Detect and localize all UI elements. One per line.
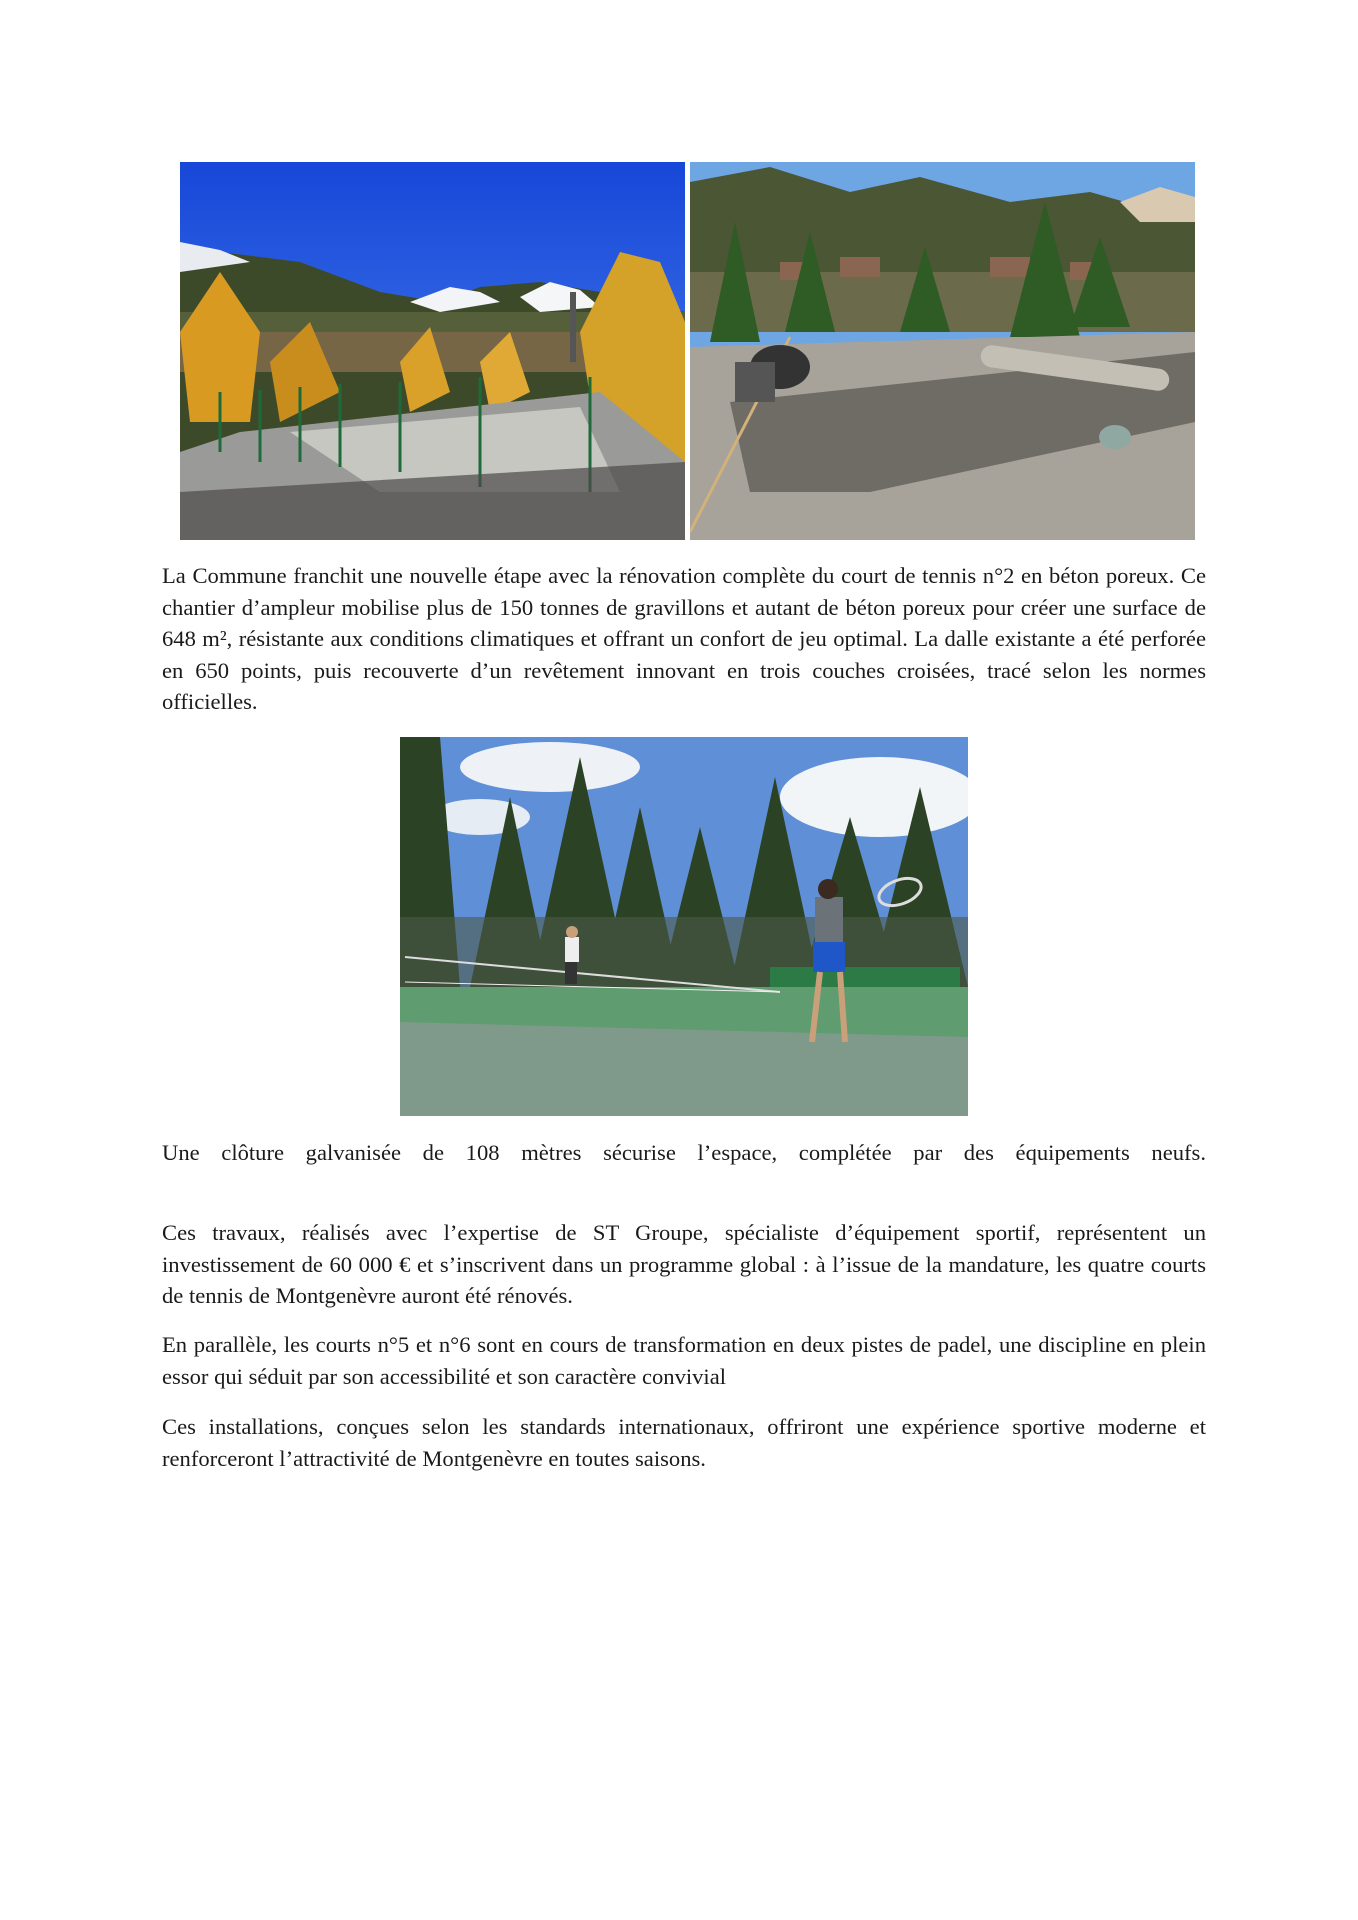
paragraph-fence: Une clôture galvanisée de 108 mètres sécurise l’espace, complétée par des équipements neufs. [162,1140,1206,1165]
paragraph-padel: En parallèle, les courts n°5 et n°6 sont en cours de transformation en deux pistes de padel, une discipline en plein essor qui séduit par son accessibilité et son caractère convivial [162,1332,1206,1389]
court-construction-work-photo [690,162,1195,540]
paragraph-renovation-intro: La Commune franchit une nouvelle étape avec la rénovation complète du court de tennis n°2 en béton poreux. Ce chantier d’ampleur mobilise plus de 150 tonnes de gravillons et autant de béton poreux pour créer une surface de 648 m², résistante aux conditions climatiques et offrant un confort de jeu optimal. La dalle existante a été perforée en 650 points, puis recouverte d’un revêtement innovant en trois couches croisées, tracé selon les normes officielles. [162,563,1206,714]
tennis-court-autumn-before-photo [180,162,685,540]
paragraph-installations: Ces installations, conçues selon les standards internationaux, offriront une expérience sportive moderne et renforceront l’attractivité de Montgenèvre en toutes saisons. [162,1414,1206,1471]
tennis-players-renovated-court-photo [400,737,968,1116]
paragraph-investment: Ces travaux, réalisés avec l’expertise de ST Groupe, spécialiste d’équipement sportif, représentent un investissement de 60 000 € et s’inscrivent dans un programme global : à l’issue de la mandature, les quatre courts de tennis de Montgenèvre auront été rénovés. [162,1220,1206,1308]
